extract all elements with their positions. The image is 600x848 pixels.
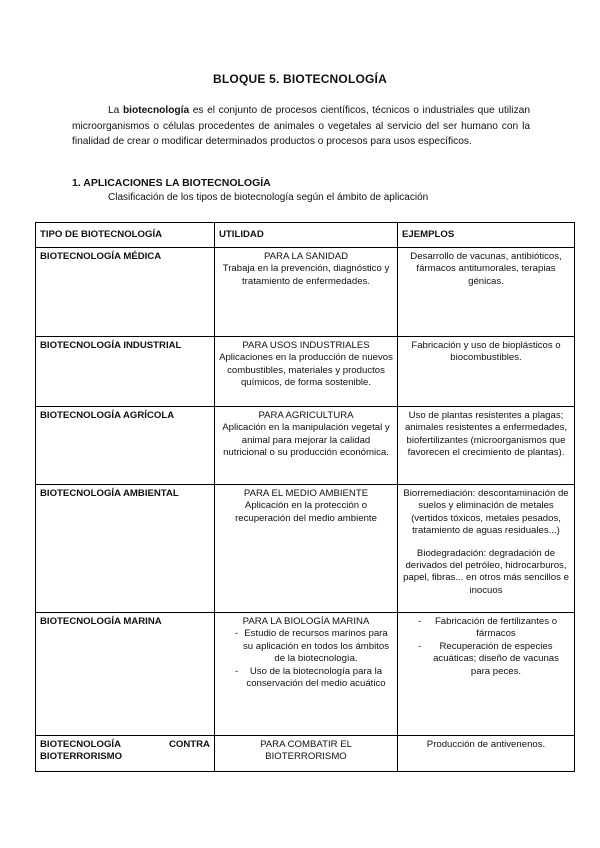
row-utility: [215, 485, 398, 613]
biotech-table: [35, 222, 575, 772]
table-row: [36, 736, 575, 772]
utility-text: Aplicación en la protección o recuperación del medio ambiente: [235, 500, 377, 524]
list-item: - Estudio de recursos marinos para su aplicación en todos los ámbitos de la biotecnología.: [235, 628, 390, 665]
intro-pre: La: [108, 105, 123, 116]
document-title: BLOQUE 5. BIOTECNOLOGÍA: [213, 72, 387, 86]
row-type: BIOTECNOLOGÍA INDUSTRIAL: [36, 337, 215, 407]
utility-text: Aplicación en la manipulación vegetal y animal para mejorar la calidad nutricional o su producción económica.: [222, 422, 390, 459]
utility-head: PARA COMBATIR EL BIOTERRORISMO: [260, 739, 352, 763]
row-utility: [215, 613, 398, 736]
utility-head: PARA USOS INDUSTRIALES: [242, 340, 370, 351]
list-item: - Fabricación de fertilizantes o fármacos: [418, 616, 558, 640]
row-type: [36, 736, 215, 772]
row-examples: Producción de antivenenos.: [398, 736, 575, 772]
section-title: 1. APLICACIONES LA BIOTECNOLOGÍA: [72, 177, 271, 189]
table-row: [36, 337, 575, 407]
header-utility: UTILIDAD: [215, 223, 398, 248]
row-type-part: CONTRA: [168, 739, 210, 750]
utility-text: Trabaja en la prevención, diagnóstico y tratamiento de enfermedades.: [222, 263, 390, 287]
row-examples: [398, 485, 575, 613]
list-item-text: Uso de la biotecnología para la conservación del medio acuático: [246, 665, 386, 690]
table-row: [36, 613, 575, 736]
row-utility: [215, 736, 398, 772]
list-item-text: Fabricación de fertilizantes o fármacos: [434, 616, 558, 640]
row-type-part: BIOTECNOLOGÍA: [40, 739, 122, 750]
row-type-line: [40, 739, 210, 751]
section-subtitle: Clasificación de los tipos de biotecnología según el ámbito de aplicación: [108, 192, 429, 203]
example-biodegradation: Biodegradación: degradación de derivados del petróleo, hidrocarburos, papel, fibras... en otros más sencillos e inocuos: [403, 547, 569, 596]
row-type: BIOTECNOLOGÍA MÉDICA: [36, 248, 215, 337]
utility-list: [219, 628, 393, 690]
row-type: BIOTECNOLOGÍA MARINA: [36, 613, 215, 736]
intro-text: es el conjunto de procesos científicos, técnicos o industriales que utilizan microorganismos o células procedentes de animales o vegetales al servicio del ser humano con la finalidad de crear o modificar determinados productos o procesos para usos específicos.: [72, 105, 530, 147]
row-type: BIOTECNOLOGÍA AGRÍCOLA: [36, 407, 215, 485]
intro-term: biotecnología: [122, 105, 190, 116]
list-item: - Recuperación de especies acuáticas; diseño de vacunas para peces.: [418, 640, 559, 677]
row-type: BIOTECNOLOGÍA AMBIENTAL: [36, 485, 215, 613]
examples-list: [402, 616, 570, 678]
utility-text: Aplicaciones en la producción de nuevos combustibles, materiales y productos químicos, de forma sostenible.: [219, 352, 393, 389]
table-row: [36, 248, 575, 337]
table-row: [36, 485, 575, 613]
list-item: - Uso de la biotecnología para la conservación del medio acuático: [235, 665, 386, 690]
row-utility: [215, 248, 398, 337]
utility-head: PARA AGRICULTURA: [258, 410, 354, 421]
list-item-text: Recuperación de especies acuáticas; diseño de vacunas para peces.: [433, 640, 559, 677]
table-header-row: [36, 223, 575, 248]
row-utility: [215, 337, 398, 407]
table-row: [36, 407, 575, 485]
header-examples: EJEMPLOS: [398, 223, 575, 248]
row-utility: [215, 407, 398, 485]
row-examples: Uso de plantas resistentes a plagas; animales resistentes a enfermedades, biofertilizantes (microorganismos que favorecen el crecimiento de plantas).: [398, 407, 575, 485]
row-examples: [398, 613, 575, 736]
intro-paragraph: [72, 103, 530, 150]
list-item-text: Estudio de recursos marinos para su aplicación en todos los ámbitos de la biotecnología.: [242, 628, 390, 665]
utility-head: PARA LA BIOLOGÍA MARINA: [242, 616, 370, 627]
utility-head: PARA LA SANIDAD: [263, 251, 349, 262]
row-examples: Desarrollo de vacunas, antibióticos, fármacos antitumorales, terapias génicas.: [398, 248, 575, 337]
utility-head: PARA EL MEDIO AMBIENTE: [243, 488, 369, 499]
header-type: TIPO DE BIOTECNOLOGÍA: [36, 223, 215, 248]
example-bioremediation: Biorremediación: descontaminación de suelos y eliminación de metales (vertidos tóxicos, metales pesados, tratamiento de aguas residuales...): [403, 488, 569, 537]
row-examples: Fabricación y uso de bioplásticos o biocombustibles.: [398, 337, 575, 407]
row-type-part: BIOTERRORISMO: [40, 751, 123, 763]
